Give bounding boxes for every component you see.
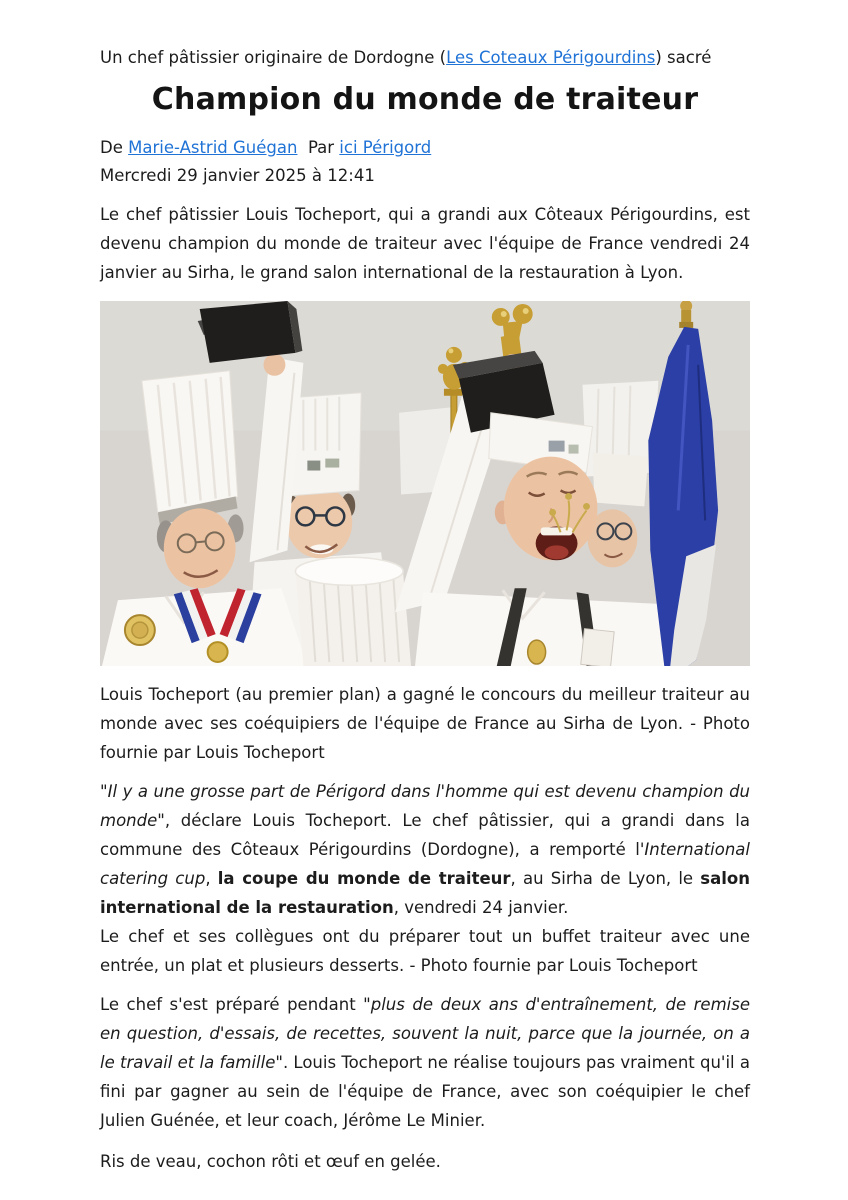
article-date: Mercredi 29 janvier 2025 à 12:41	[100, 166, 375, 185]
quote-segment: salon international de la restauration	[100, 869, 750, 917]
coteaux-perigourdins-link[interactable]: Les Coteaux Périgourdins	[446, 48, 656, 67]
quote-segment: , déclare Louis Tocheport. Le chef pâtissier, qui a grandi dans la commune des Côteaux Périgourdins (Dordogne), a remporté l'	[100, 811, 750, 859]
article-photo-figure	[100, 301, 750, 666]
quote-segment: "Il y a une grosse part de Périgord dans l'homme qui est devenu champion du monde"	[100, 782, 750, 830]
black-cube-trophy-1	[198, 301, 303, 363]
author-link[interactable]: Marie-Astrid Guégan	[128, 138, 298, 157]
quote-segment: , vendredi 24 janvier.	[393, 898, 569, 917]
kicker-post-text: ) sacré	[655, 48, 712, 67]
quote-paragraph	[100, 777, 750, 980]
quote-segment: , au Sirha de Lyon, le	[510, 869, 701, 888]
kicker-pre-text: Un chef pâtissier originaire de Dordogne (	[100, 48, 447, 67]
article-body	[100, 44, 750, 1176]
quote-segment: la coupe du monde de traiteur	[217, 869, 511, 888]
photo-caption: Louis Tocheport (au premier plan) a gagné le concours du meilleur traiteur au monde avec ses coéquipiers de l'équipe de France au Sirha de Lyon. - Photo fournie par Louis Tocheport	[100, 685, 750, 762]
byline-de-label: De	[100, 138, 129, 157]
medal-icon	[528, 640, 546, 664]
quote-segment: International catering cup	[100, 840, 750, 888]
hat-logo-icon	[307, 461, 320, 471]
sleeve-badge-icon	[125, 615, 155, 645]
training-segment: . Louis Tocheport ne réalise toujours pas vraiment qu'il a fini par gagner au sein de l'équipe de France, avec son coéquipier le chef Julien Guénée, et leur coach, Jérôme Le Minier.	[100, 1053, 750, 1130]
intro-paragraph: Le chef pâtissier Louis Tocheport, qui a grandi aux Côteaux Périgourdins, est devenu champion du monde de traiteur avec l'équipe de France vendredi 24 janvier au Sirha, le grand salon international de la restauration à Lyon.	[100, 205, 750, 282]
byline-par-label: Par	[297, 138, 340, 157]
training-segment: "plus de deux ans d'entraînement, de remise en question, d'essais, de recettes, souvent la nuit, parce que la journée, on a le travail et la famille"	[100, 995, 750, 1072]
pastry-cylinder	[295, 557, 411, 666]
article-photo	[100, 301, 750, 666]
training-paragraph	[100, 990, 750, 1135]
badge-card	[581, 629, 614, 666]
closing-paragraph: Ris de veau, cochon rôti et œuf en gelée.	[100, 1152, 441, 1171]
ici-perigord-link[interactable]: ici Périgord	[339, 138, 432, 157]
quote-segment: ,	[205, 869, 218, 888]
kicker-line	[100, 44, 750, 72]
byline	[100, 134, 750, 162]
buffet-line: Le chef et ses collègues ont du préparer tout un buffet traiteur avec une entrée, un plat et plusieurs desserts. - Photo fournie par Louis Tocheport	[100, 927, 750, 975]
training-segment: Le chef s'est préparé pendant	[100, 995, 364, 1014]
page-title: Champion du monde de traiteur	[151, 82, 699, 117]
